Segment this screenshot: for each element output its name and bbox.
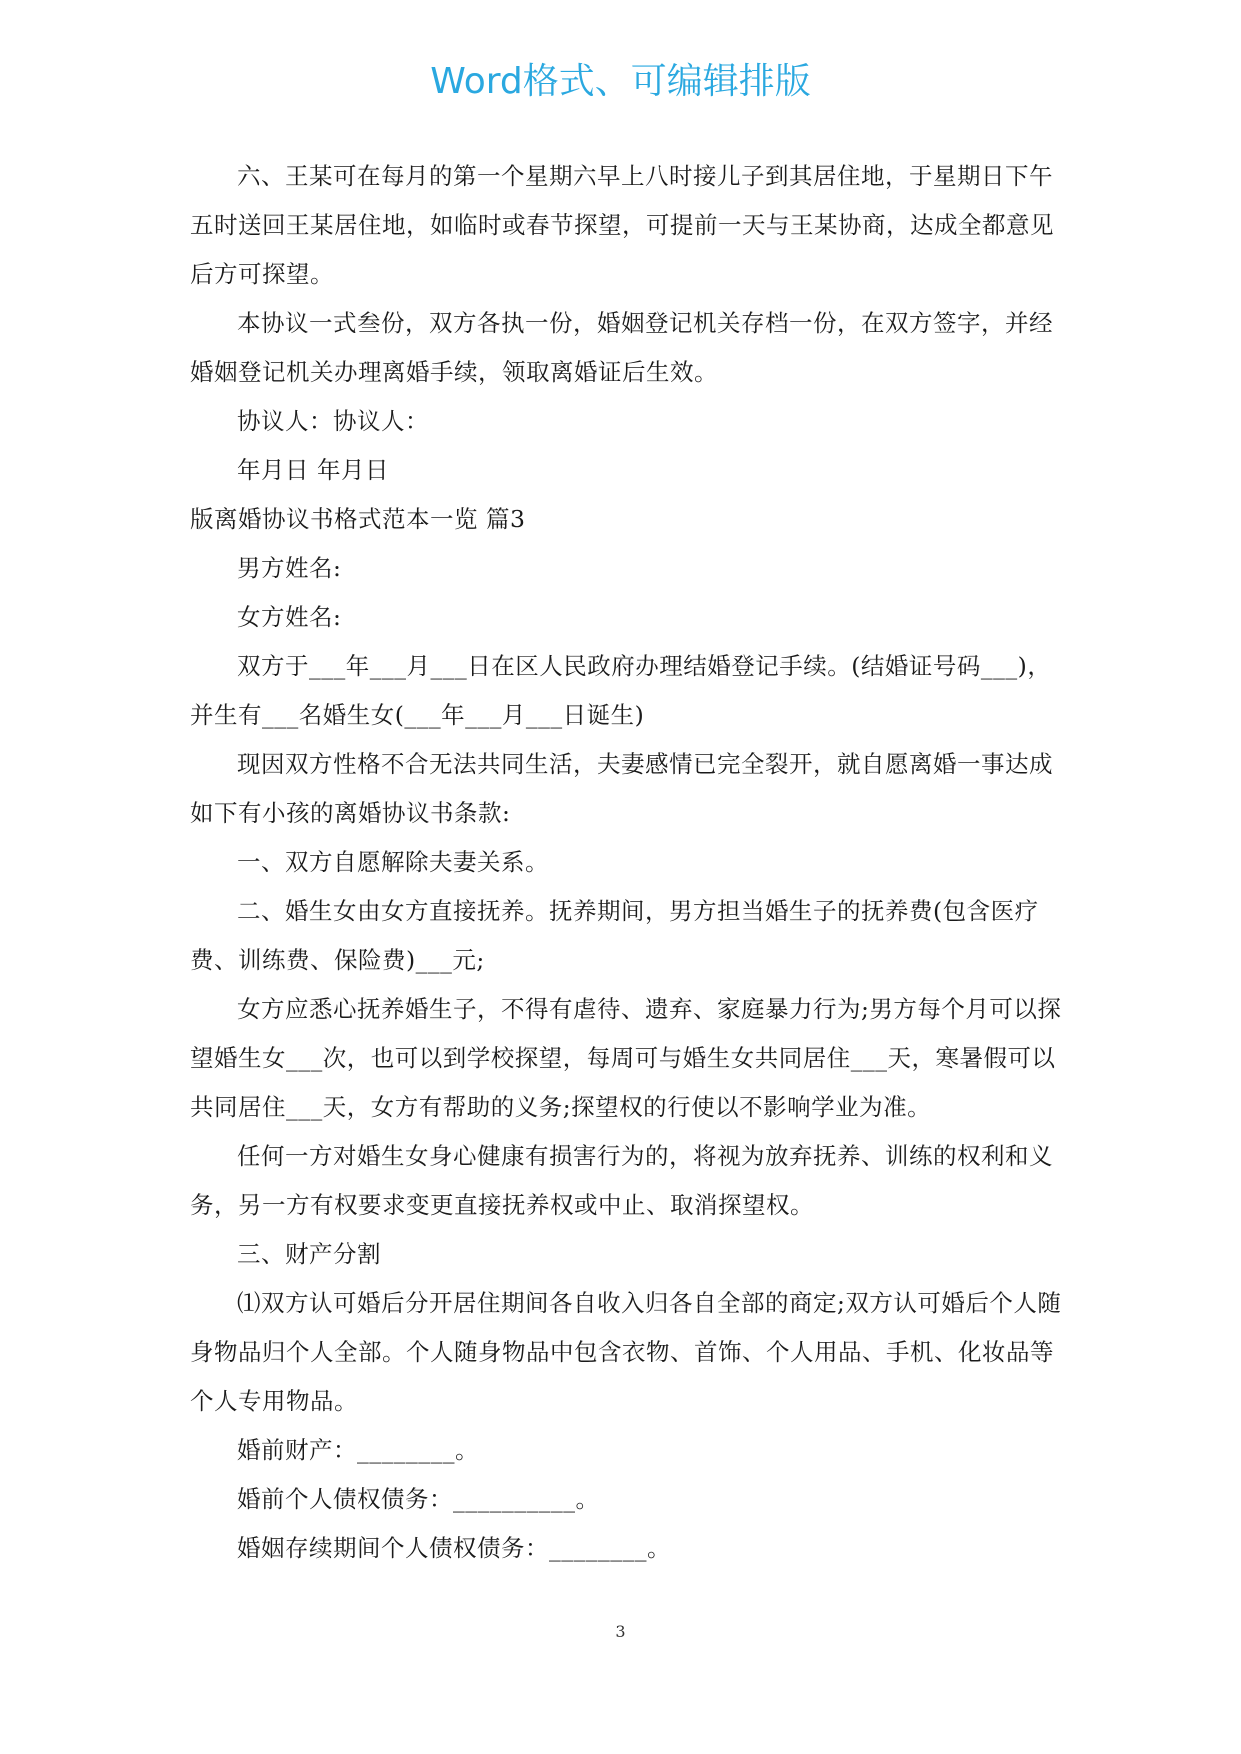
paragraph: 双方于___年___月___日在区人民政府办理结婚登记手续。(结婚证号码___)，并生有___名婚生女(___年___月___日诞生): [190, 652, 1052, 729]
document-body: [190, 152, 1070, 1573]
paragraph: 三、财产分割: [237, 1240, 381, 1268]
paragraph: 女方姓名:: [237, 603, 342, 631]
paragraph: 任何一方对婚生女身心健康有损害行为的，将视为放弃抚养、训练的权利和义务，另一方有权要求变更直接抚养权或中止、取消探望权。: [190, 1142, 1053, 1219]
page-number: 3: [615, 1622, 626, 1641]
section-heading: 版离婚协议书格式范本一览 篇3: [190, 505, 526, 533]
paragraph: 现因双方性格不合无法共同生活，夫妻感情已完全裂开，就自愿离婚一事达成如下有小孩的离婚协议书条款:: [190, 750, 1053, 827]
paragraph: 一、双方自愿解除夫妻关系。: [237, 848, 549, 876]
paragraph: 男方姓名:: [237, 554, 342, 582]
paragraph: 年月日 年月日: [237, 456, 389, 484]
paragraph: 协议人：协议人：: [237, 407, 429, 435]
paragraph: 女方应悉心抚养婚生子，不得有虐待、遗弃、家庭暴力行为;男方每个月可以探望婚生女___次，也可以到学校探望，每周可与婚生女共同居住___天，寒暑假可以共同居住___天，女方有帮助的义务;探望权的行使以不影响学业为准。: [190, 995, 1062, 1121]
paragraph: 二、婚生女由女方直接抚养。抚养期间，男方担当婚生子的抚养费(包含医疗费、训练费、保险费)___元;: [190, 897, 1039, 974]
paragraph: 婚姻存续期间个人债权债务：________。: [237, 1534, 671, 1562]
paragraph: 本协议一式叁份，双方各执一份，婚姻登记机关存档一份，在双方签字，并经婚姻登记机关办理离婚手续，领取离婚证后生效。: [190, 309, 1053, 386]
paragraph: ⑴双方认可婚后分开居住期间各自收入归各自全部的商定;双方认可婚后个人随身物品归个人全部。个人随身物品中包含衣物、首饰、个人用品、手机、化妆品等个人专用物品。: [190, 1289, 1062, 1415]
paragraph: 婚前财产：________。: [237, 1436, 479, 1464]
paragraph: 婚前个人债权债务：__________。: [237, 1485, 600, 1513]
paragraph: 六、王某可在每月的第一个星期六早上八时接儿子到其居住地，于星期日下午五时送回王某居住地，如临时或春节探望，可提前一天与王某协商，达成全都意见后方可探望。: [190, 162, 1054, 288]
document-header-title: Word格式、可编辑排版: [430, 61, 811, 102]
